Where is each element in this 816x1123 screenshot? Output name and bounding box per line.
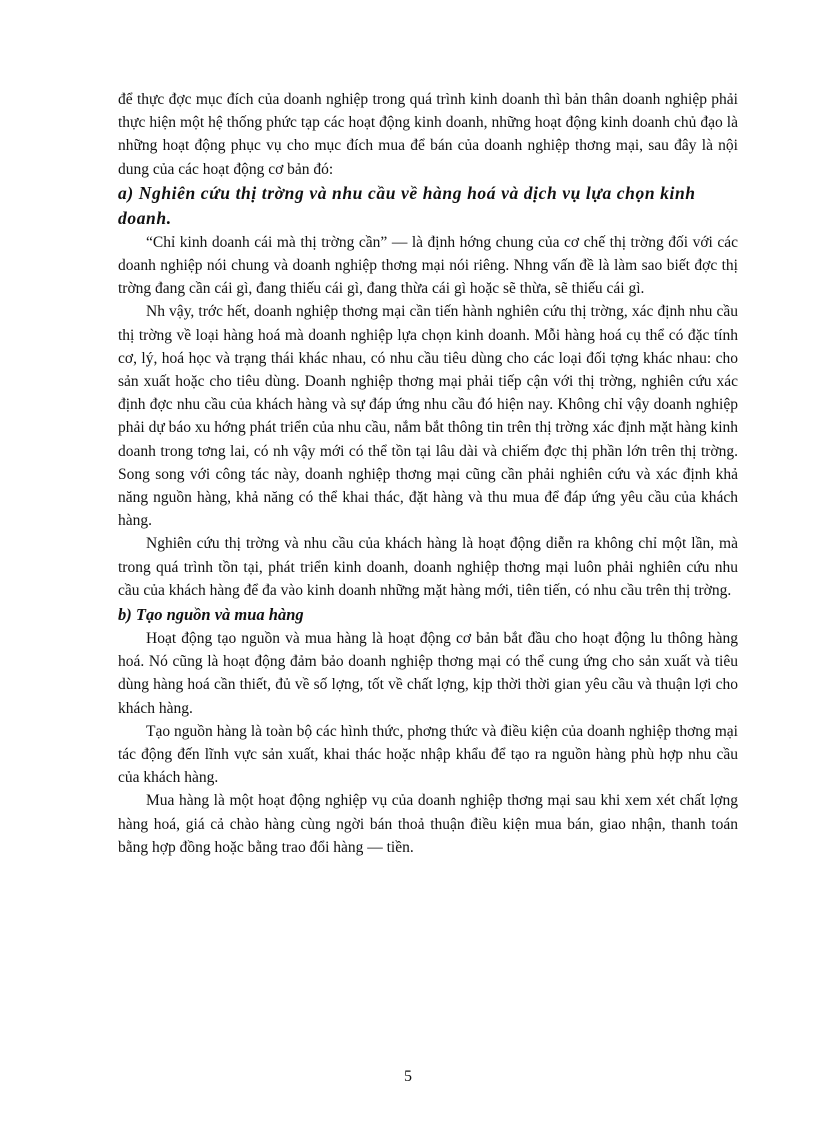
- paragraph-b2: Tạo nguồn hàng là toàn bộ các hình thức, phơng thức và điều kiện của doanh nghiệp thơng mại tác động đến lĩnh vực sản xuất, khai thác hoặc nhập khẩu để tạo ra nguồn hàng phù hợp nhu cầu của khách hàng.: [118, 722, 738, 787]
- page-number: 5: [404, 1068, 412, 1085]
- intro-paragraph: để thực đợc mục đích của doanh nghiệp trong quá trình kinh doanh thì bản thân doanh nghiệp phải thực hiện một hệ thống phức tạp các hoạt động kinh doanh, những hoạt động kinh doanh chủ đạo là những hoạt động phục vụ cho mục đích mua để bán của doanh nghiệp thơng mại, sau đây là nội dung của các hoạt động cơ bản đó:: [118, 91, 738, 178]
- paragraph-b1: Hoạt động tạo nguồn và mua hàng là hoạt động cơ bản bắt đầu cho hoạt động lu thông hàng hoá. Nó cũng là hoạt động đảm bảo doanh nghiệp thơng mại có thể cung ứng cho sản xuất và tiêu dùng hàng hoá cần thiết, đủ về số lợng, tốt về chất lợng, kịp thời thời gian yêu cầu và thuận lợi cho khách hàng.: [118, 630, 738, 717]
- paragraph-a2: Nh vậy, trớc hết, doanh nghiệp thơng mại cần tiến hành nghiên cứu thị trờng, xác định nhu cầu thị trờng về loại hàng hoá mà doanh nghiệp lựa chọn kinh doanh. Mỗi hàng hoá cụ thể có đặc tính cơ, lý, hoá học và trạng thái khác nhau, có nhu cầu tiêu dùng cho các loại đối tợng khác nhau: cho sản xuất hoặc cho tiêu dùng. Doanh nghiệp thơng mại phải tiếp cận với thị trờng, nghiên cứu xác định đợc nhu cầu của khách hàng và sự đáp ứng nhu cầu đó hiện nay. Không chỉ vậy doanh nghiệp phải dự báo xu hớng phát triển của nhu cầu, nắm bắt thông tin trên thị trờng xác định mặt hàng kinh doanh trong tơng lai, có nh vậy mới có thể tồn tại lâu dài và chiếm đợc thị phần lớn trên thị trờng. Song song với công tác này, doanh nghiệp thơng mại cũng cần phải nghiên cứu và xác định khả năng nguồn hàng, khả năng có thể khai thác, đặt hàng và thu mua để đáp ứng yêu cầu của khách hàng.: [118, 303, 738, 530]
- paragraph-a1: “Chỉ kinh doanh cái mà thị trờng cần” — là định hớng chung của cơ chế thị trờng đối với các doanh nghiệp nói chung và doanh nghiệp thơng mại nói riêng. Nhng vấn đề là làm sao biết đợc thị trờng đang cần cái gì, đang thiếu cái gì, đang thừa cái gì hoặc sẽ thừa, sẽ thiếu cái gì.: [118, 233, 738, 298]
- paragraph-a3: Nghiên cứu thị trờng và nhu cầu của khách hàng là hoạt động diễn ra không chỉ một lần, mà trong quá trình tồn tại, phát triển kinh doanh, doanh nghiệp thơng mại luôn phải nghiên cứu nhu cầu của khách hàng để đa vào kinh doanh những mặt hàng mới, tiên tiến, có nhu cầu trên thị trờng.: [118, 535, 738, 599]
- paragraph-b3: Mua hàng là một hoạt động nghiệp vụ của doanh nghiệp thơng mại sau khi xem xét chất lợng hàng hoá, giá cả chào hàng cùng ngời bán thoả thuận điều kiện mua bán, giao nhận, thanh toán bằng hợp đồng hoặc bằng trao đổi hàng — tiền.: [118, 792, 738, 856]
- section-heading-a: a) Nghiên cứu thị trờng và nhu cầu về hàng hoá và dịch vụ lựa chọn kinh doanh.: [118, 182, 696, 228]
- section-heading-b: b) Tạo nguồn và mua hàng: [118, 605, 304, 625]
- document-body: [118, 88, 738, 859]
